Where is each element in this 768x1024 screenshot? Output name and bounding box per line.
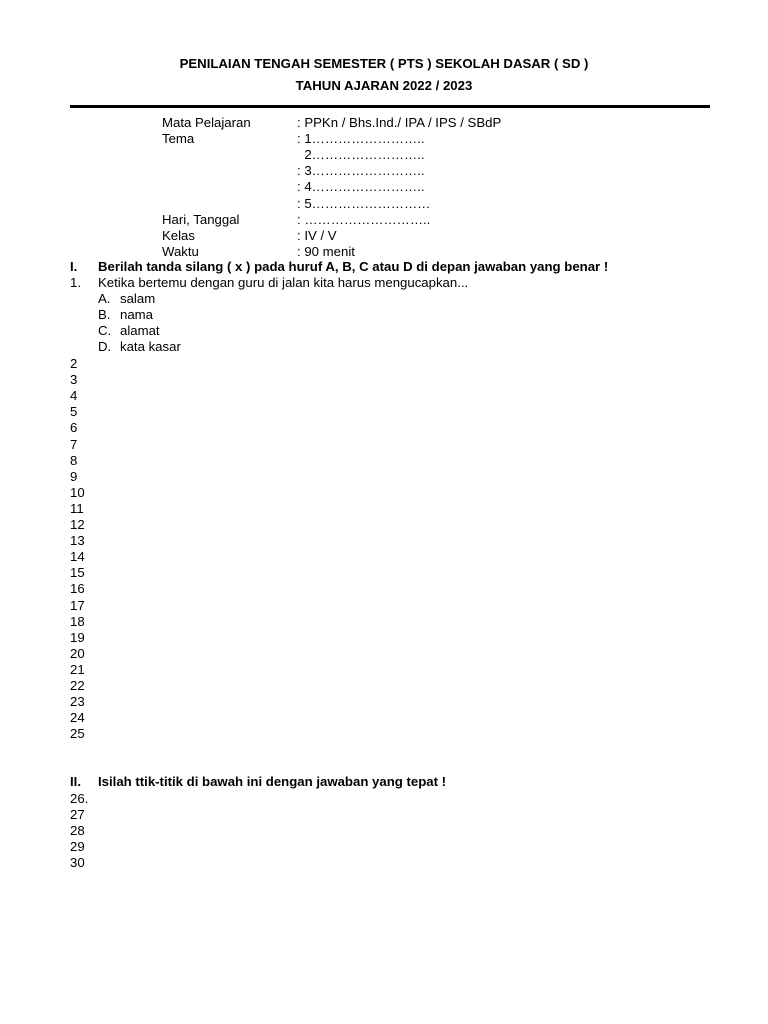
info-label: Waktu — [162, 243, 199, 259]
info-row — [0, 244, 768, 260]
info-row — [0, 179, 768, 195]
option-b — [0, 307, 768, 323]
question-number: 11 — [70, 500, 84, 516]
question-number: 4 — [70, 388, 78, 404]
option-letter: C. — [98, 323, 112, 339]
question-number: 10 — [70, 484, 85, 500]
question-number: 12 — [70, 517, 85, 532]
question-number: 26. — [70, 791, 89, 806]
info-label: Kelas — [162, 227, 195, 243]
info-row — [0, 228, 768, 244]
info-label: Hari, Tanggal — [162, 211, 240, 227]
section1-instruction: Berilah tanda silang ( x ) pada huruf A, B, C atau D di depan jawaban yang benar ! — [98, 259, 609, 274]
question-number: 15 — [70, 565, 85, 581]
info-row — [0, 131, 768, 147]
question-number: 19 — [70, 629, 85, 645]
option-text: salam — [120, 291, 156, 306]
question-number: 2 — [70, 356, 78, 371]
question-number: 29 — [70, 839, 85, 855]
info-label: Tema — [162, 131, 195, 147]
question-number: 23 — [70, 694, 85, 710]
info-value: : 90 menit — [297, 243, 355, 259]
question-number: 18 — [70, 613, 85, 629]
question-number: 13 — [70, 533, 85, 549]
info-row — [0, 115, 768, 131]
question-number: 28 — [70, 823, 85, 839]
question-number: 9 — [70, 468, 78, 484]
question-number: 1. — [70, 275, 81, 290]
question-number: 16 — [70, 581, 85, 597]
option-c — [0, 323, 768, 339]
info-label: Mata Pelajaran — [162, 115, 251, 130]
option-d — [0, 339, 768, 355]
question-number: 20 — [70, 645, 85, 661]
question-number: 6 — [70, 420, 78, 436]
question-number: 27 — [70, 807, 85, 823]
section1-number: I. — [70, 259, 78, 274]
question-number: 22 — [70, 678, 85, 693]
question-number: 21 — [70, 661, 85, 677]
info-row — [0, 212, 768, 228]
question-number: 3 — [70, 372, 78, 388]
info-value: : 1…………………….. — [297, 131, 425, 147]
option-text: alamat — [120, 323, 160, 339]
option-text: nama — [120, 307, 153, 323]
info-value: : PPKn / Bhs.Ind./ IPA / IPS / SBdP — [297, 115, 502, 130]
question-number: 8 — [70, 452, 78, 468]
info-value: : 5……………………… — [297, 195, 431, 211]
option-letter: B. — [98, 307, 111, 323]
question-number: 5 — [70, 404, 78, 420]
info-value: : IV / V — [297, 227, 337, 243]
info-value: 2…………………….. — [297, 147, 425, 163]
question-number: 7 — [70, 436, 78, 452]
info-row — [0, 147, 768, 163]
page-title: PENILAIAN TENGAH SEMESTER ( PTS ) SEKOLAH DASAR ( SD ) — [179, 56, 589, 71]
info-row — [0, 163, 768, 179]
section2-instruction: Isilah ttik-titik di bawah ini dengan jawaban yang tepat ! — [98, 774, 447, 789]
question-number: 25 — [70, 726, 85, 742]
option-letter: D. — [98, 339, 112, 355]
page-subtitle: TAHUN AJARAN 2022 / 2023 — [295, 78, 473, 93]
option-letter: A. — [98, 291, 111, 306]
info-value: : 3…………………….. — [297, 163, 425, 179]
header-divider — [70, 105, 710, 108]
option-a — [0, 291, 768, 307]
question-text: Ketika bertemu dengan guru di jalan kita harus mengucapkan... — [98, 275, 469, 290]
question-number: 24 — [70, 710, 85, 726]
section2-number: II. — [70, 774, 81, 789]
info-value: : ……………………….. — [297, 211, 431, 227]
info-value: : 4…………………….. — [297, 179, 425, 195]
question-number: 14 — [70, 549, 85, 565]
info-row — [0, 196, 768, 212]
question-number: 17 — [70, 597, 85, 613]
option-text: kata kasar — [120, 339, 181, 355]
question-number: 30 — [70, 855, 85, 871]
